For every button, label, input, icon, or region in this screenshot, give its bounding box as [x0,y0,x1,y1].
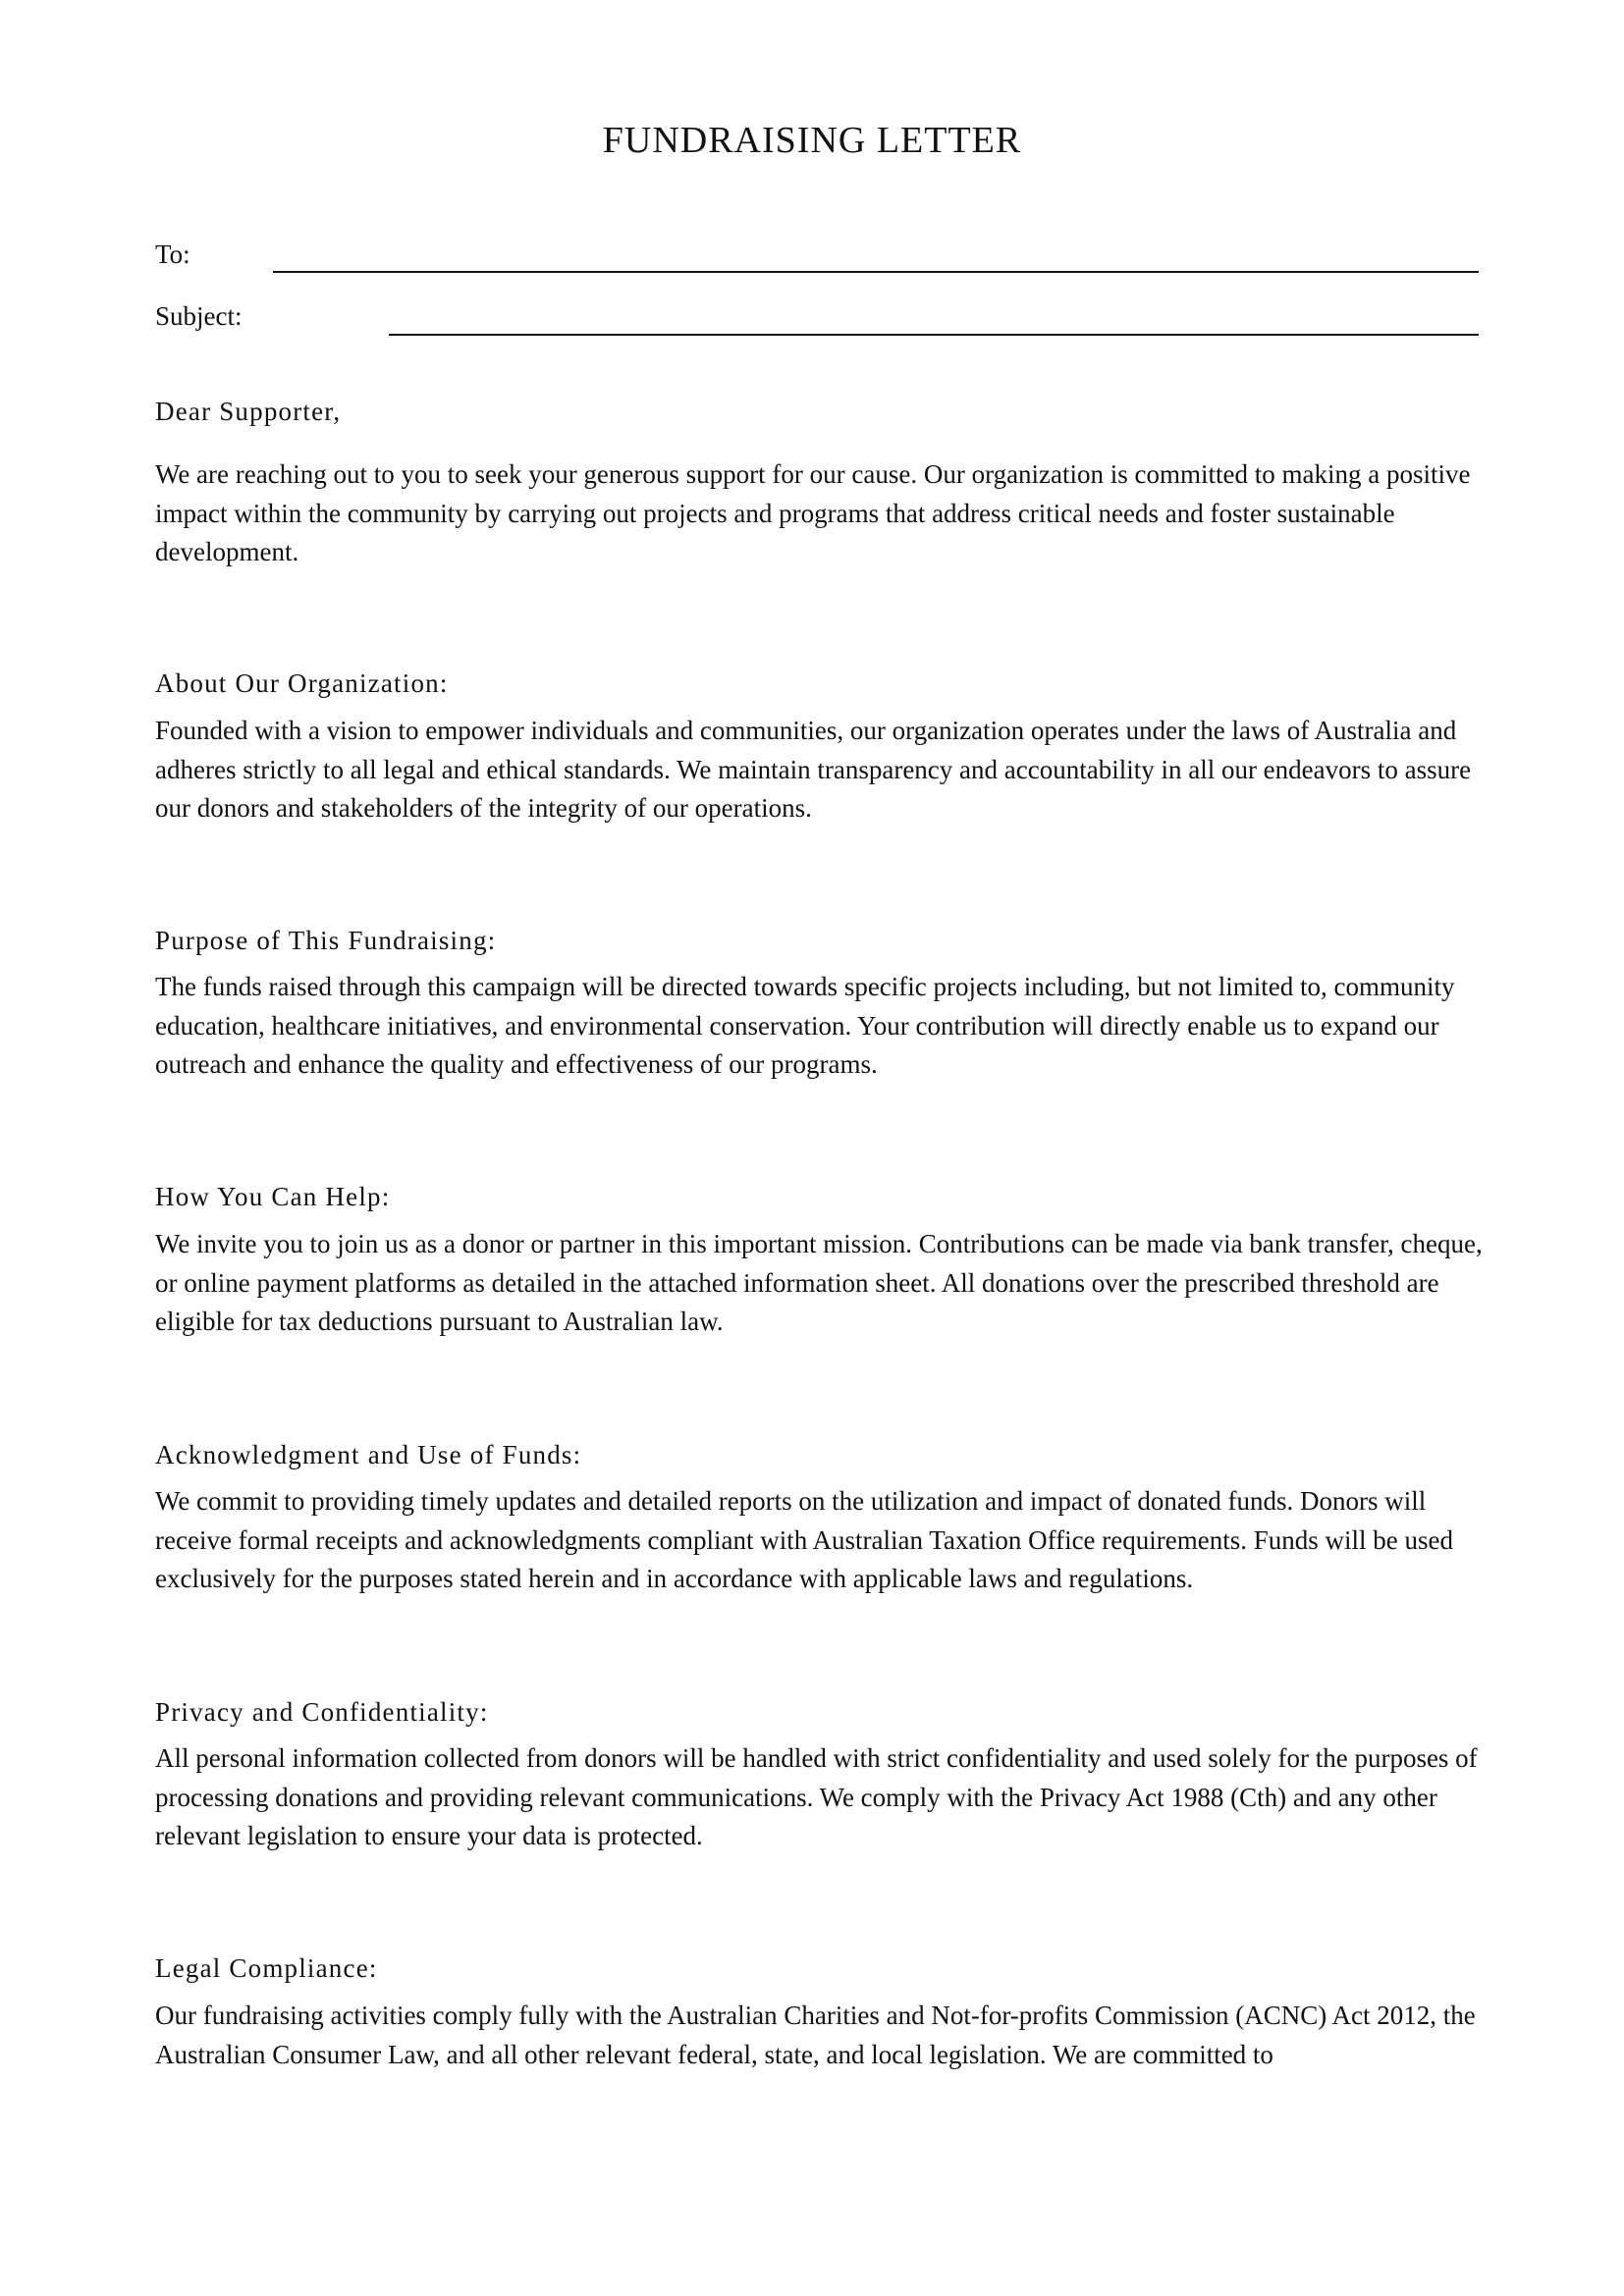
section-body-privacy: All personal information collected from donors will be handled with strict confidentiality and used solely for the purposes of processing donations and providing relevant communications. We comply with the Privacy Act 1988 (Cth) and any other relevant legislation to ensure your data is protected. [155,1743,1478,1850]
section-heading-acknowledgment: Acknowledgment and Use of Funds: [155,1440,582,1469]
section-body-how-you-can-help: We invite you to join us as a donor or partner in this important mission. Contributions can be made via bank transfer, cheque, or online payment platforms as detailed in the attached information sheet. All donations over the prescribed threshold are eligible for tax deductions pursuant to Australian law. [155,1229,1483,1336]
document-title: FUNDRAISING LETTER [602,120,1022,161]
to-label: To: [155,240,190,269]
section-heading-purpose: Purpose of This Fundraising: [155,926,497,955]
section-body-acknowledgment: We commit to providing timely updates and detailed reports on the utilization and impact of donated funds. Donors will receive formal receipts and acknowledgments compliant with Australian Taxation Office requirements. Funds will be used exclusively for the purposes stated herein and in accordance with applicable laws and regulations. [155,1486,1453,1593]
section-heading-privacy: Privacy and Confidentiality: [155,1697,489,1727]
salutation: Dear Supporter, [155,397,342,426]
subject-blank-line[interactable] [389,334,1479,336]
section-body-legal-compliance: Our fundraising activities comply fully with the Australian Charities and Not-for-profits Commission (ACNC) Act 2012, the Australian Consumer Law, and all other relevant federal, state, and local legislation. We are committed to [155,2001,1476,2069]
to-blank-line[interactable] [273,271,1479,273]
section-heading-how-you-can-help: How You Can Help: [155,1182,391,1211]
section-body-about-organization: Founded with a vision to empower individuals and communities, our organization operates under the laws of Australia and adheres strictly to all legal and ethical standards. We maintain transparency and accountability in all our endeavors to assure our donors and stakeholders of the integrity of our operations. [155,716,1472,823]
section-heading-about-organization: About Our Organization: [155,668,449,698]
section-body-purpose: The funds raised through this campaign will be directed towards specific projects including, but not limited to, community education, healthcare initiatives, and environmental conservation. Your contribution will directly enable us to expand our outreach and enhance the quality and effectiveness of our programs. [155,972,1455,1079]
intro-paragraph: We are reaching out to you to seek your generous support for our cause. Our organization is committed to making a positive impact within the community by carrying out projects and programs that address critical needs and foster sustainable development. [155,459,1471,566]
section-heading-legal-compliance: Legal Compliance: [155,1953,378,1983]
subject-label: Subject: [155,301,243,331]
